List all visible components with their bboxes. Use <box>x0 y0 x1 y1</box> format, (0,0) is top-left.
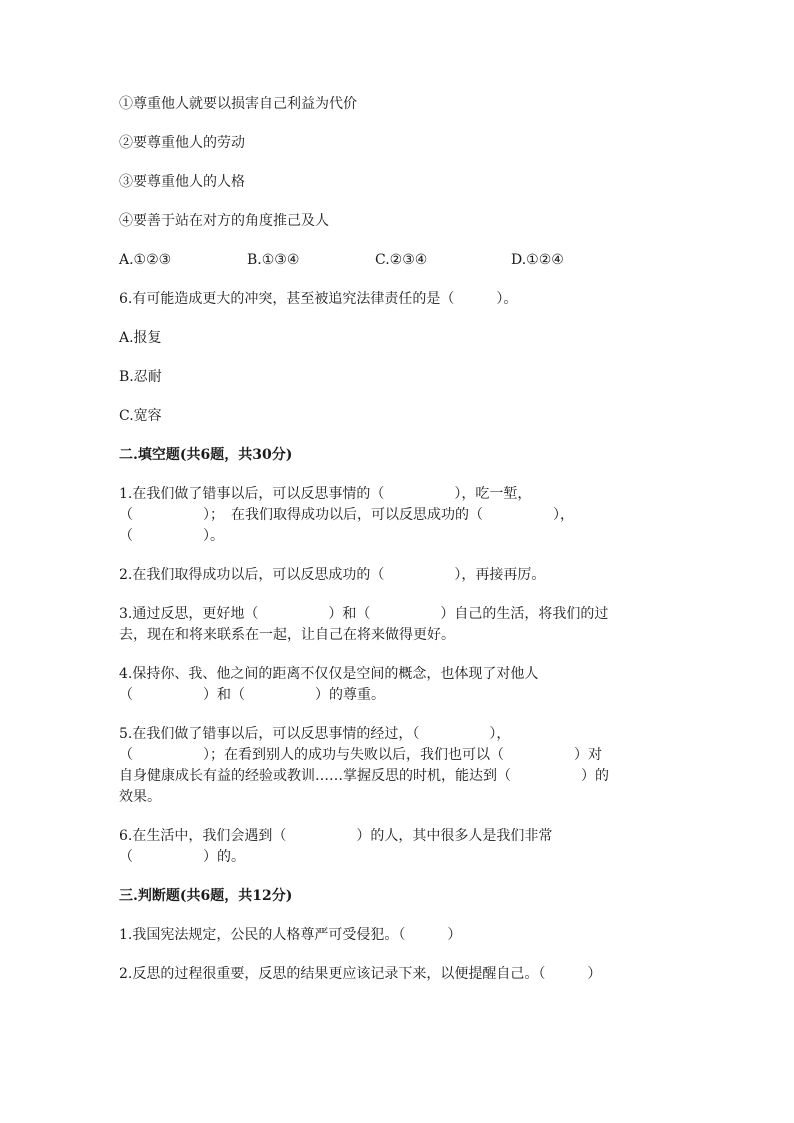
fill-question-2 <box>119 565 679 586</box>
question-line: 1.在我们做了错事以后，可以反思事情的（ ），吃一堑， <box>119 486 532 502</box>
question-line: 去，现在和将来联系在一起，让自己在将来做得更好。 <box>119 627 455 643</box>
answer-choices <box>119 250 679 271</box>
question-line: （ ）的。 <box>119 849 245 865</box>
fill-question-6 <box>119 826 679 868</box>
judge-question-2 <box>119 964 679 985</box>
question-line: 3.通过反思，更好地（ ）和（ ）自己的生活，将我们的过 <box>119 606 609 622</box>
question-line: 6.在生活中，我们会遇到（ ）的人，其中很多人是我们非常 <box>119 828 553 844</box>
question-line: 效果。 <box>119 789 161 805</box>
choice-b: B.①③④ <box>247 252 300 268</box>
section-judgement-title: 三.判断题(共6题，共12分) <box>119 888 293 904</box>
choice-c: C.②③④ <box>375 252 428 268</box>
statement-3: ③要尊重他人的人格 <box>119 174 245 190</box>
statement-4: ④要善于站在对方的角度推己及人 <box>119 213 329 229</box>
question-line: （ ）； 在我们取得成功以后，可以反思成功的（ ）， <box>119 507 574 523</box>
fill-question-3 <box>119 604 679 646</box>
choice-d: D.①②④ <box>511 252 564 268</box>
statement-1: ①尊重他人就要以损害自己利益为代价 <box>119 96 357 112</box>
question-6-option-c: C.宽容 <box>119 408 162 424</box>
fill-question-5 <box>119 724 679 808</box>
fill-question-4 <box>119 664 679 706</box>
question-line: 4.保持你、我、他之间的距离不仅仅是空间的概念，也体现了对他人 <box>119 666 539 682</box>
fill-question-1 <box>119 484 679 547</box>
exam-page <box>119 94 679 1003</box>
question-line: 2.反思的过程很重要，反思的结果更应该记录下来，以便提醒自己。（ ） <box>119 966 602 982</box>
question-6-option-a: A.报复 <box>119 330 162 346</box>
question-line: 5.在我们做了错事以后，可以反思事情的经过，（ ）， <box>119 726 511 742</box>
statement-2: ②要尊重他人的劳动 <box>119 135 245 151</box>
judge-question-1 <box>119 925 679 946</box>
question-line: 2.在我们取得成功以后，可以反思成功的（ ），再接再厉。 <box>119 567 546 583</box>
question-line: 1.我国宪法规定，公民的人格尊严可受侵犯。（ ） <box>119 927 462 943</box>
choice-a: A.①②③ <box>119 252 172 268</box>
question-line: （ ）和（ ）的尊重。 <box>119 687 385 703</box>
question-6-option-b: B.忍耐 <box>119 369 162 385</box>
question-line: 自身健康成长有益的经验或教训……掌握反思的时机，能达到（ ）的 <box>119 768 609 784</box>
question-line: （ ）。 <box>119 528 224 544</box>
question-6-stem: 6.有可能造成更大的冲突，甚至被追究法律责任的是（ ）。 <box>119 291 518 307</box>
question-line: （ ）；在看到别人的成功与失败以后，我们也可以（ ）对 <box>119 747 602 763</box>
section-fill-blank-title: 二.填空题(共6题，共30分) <box>119 447 293 463</box>
